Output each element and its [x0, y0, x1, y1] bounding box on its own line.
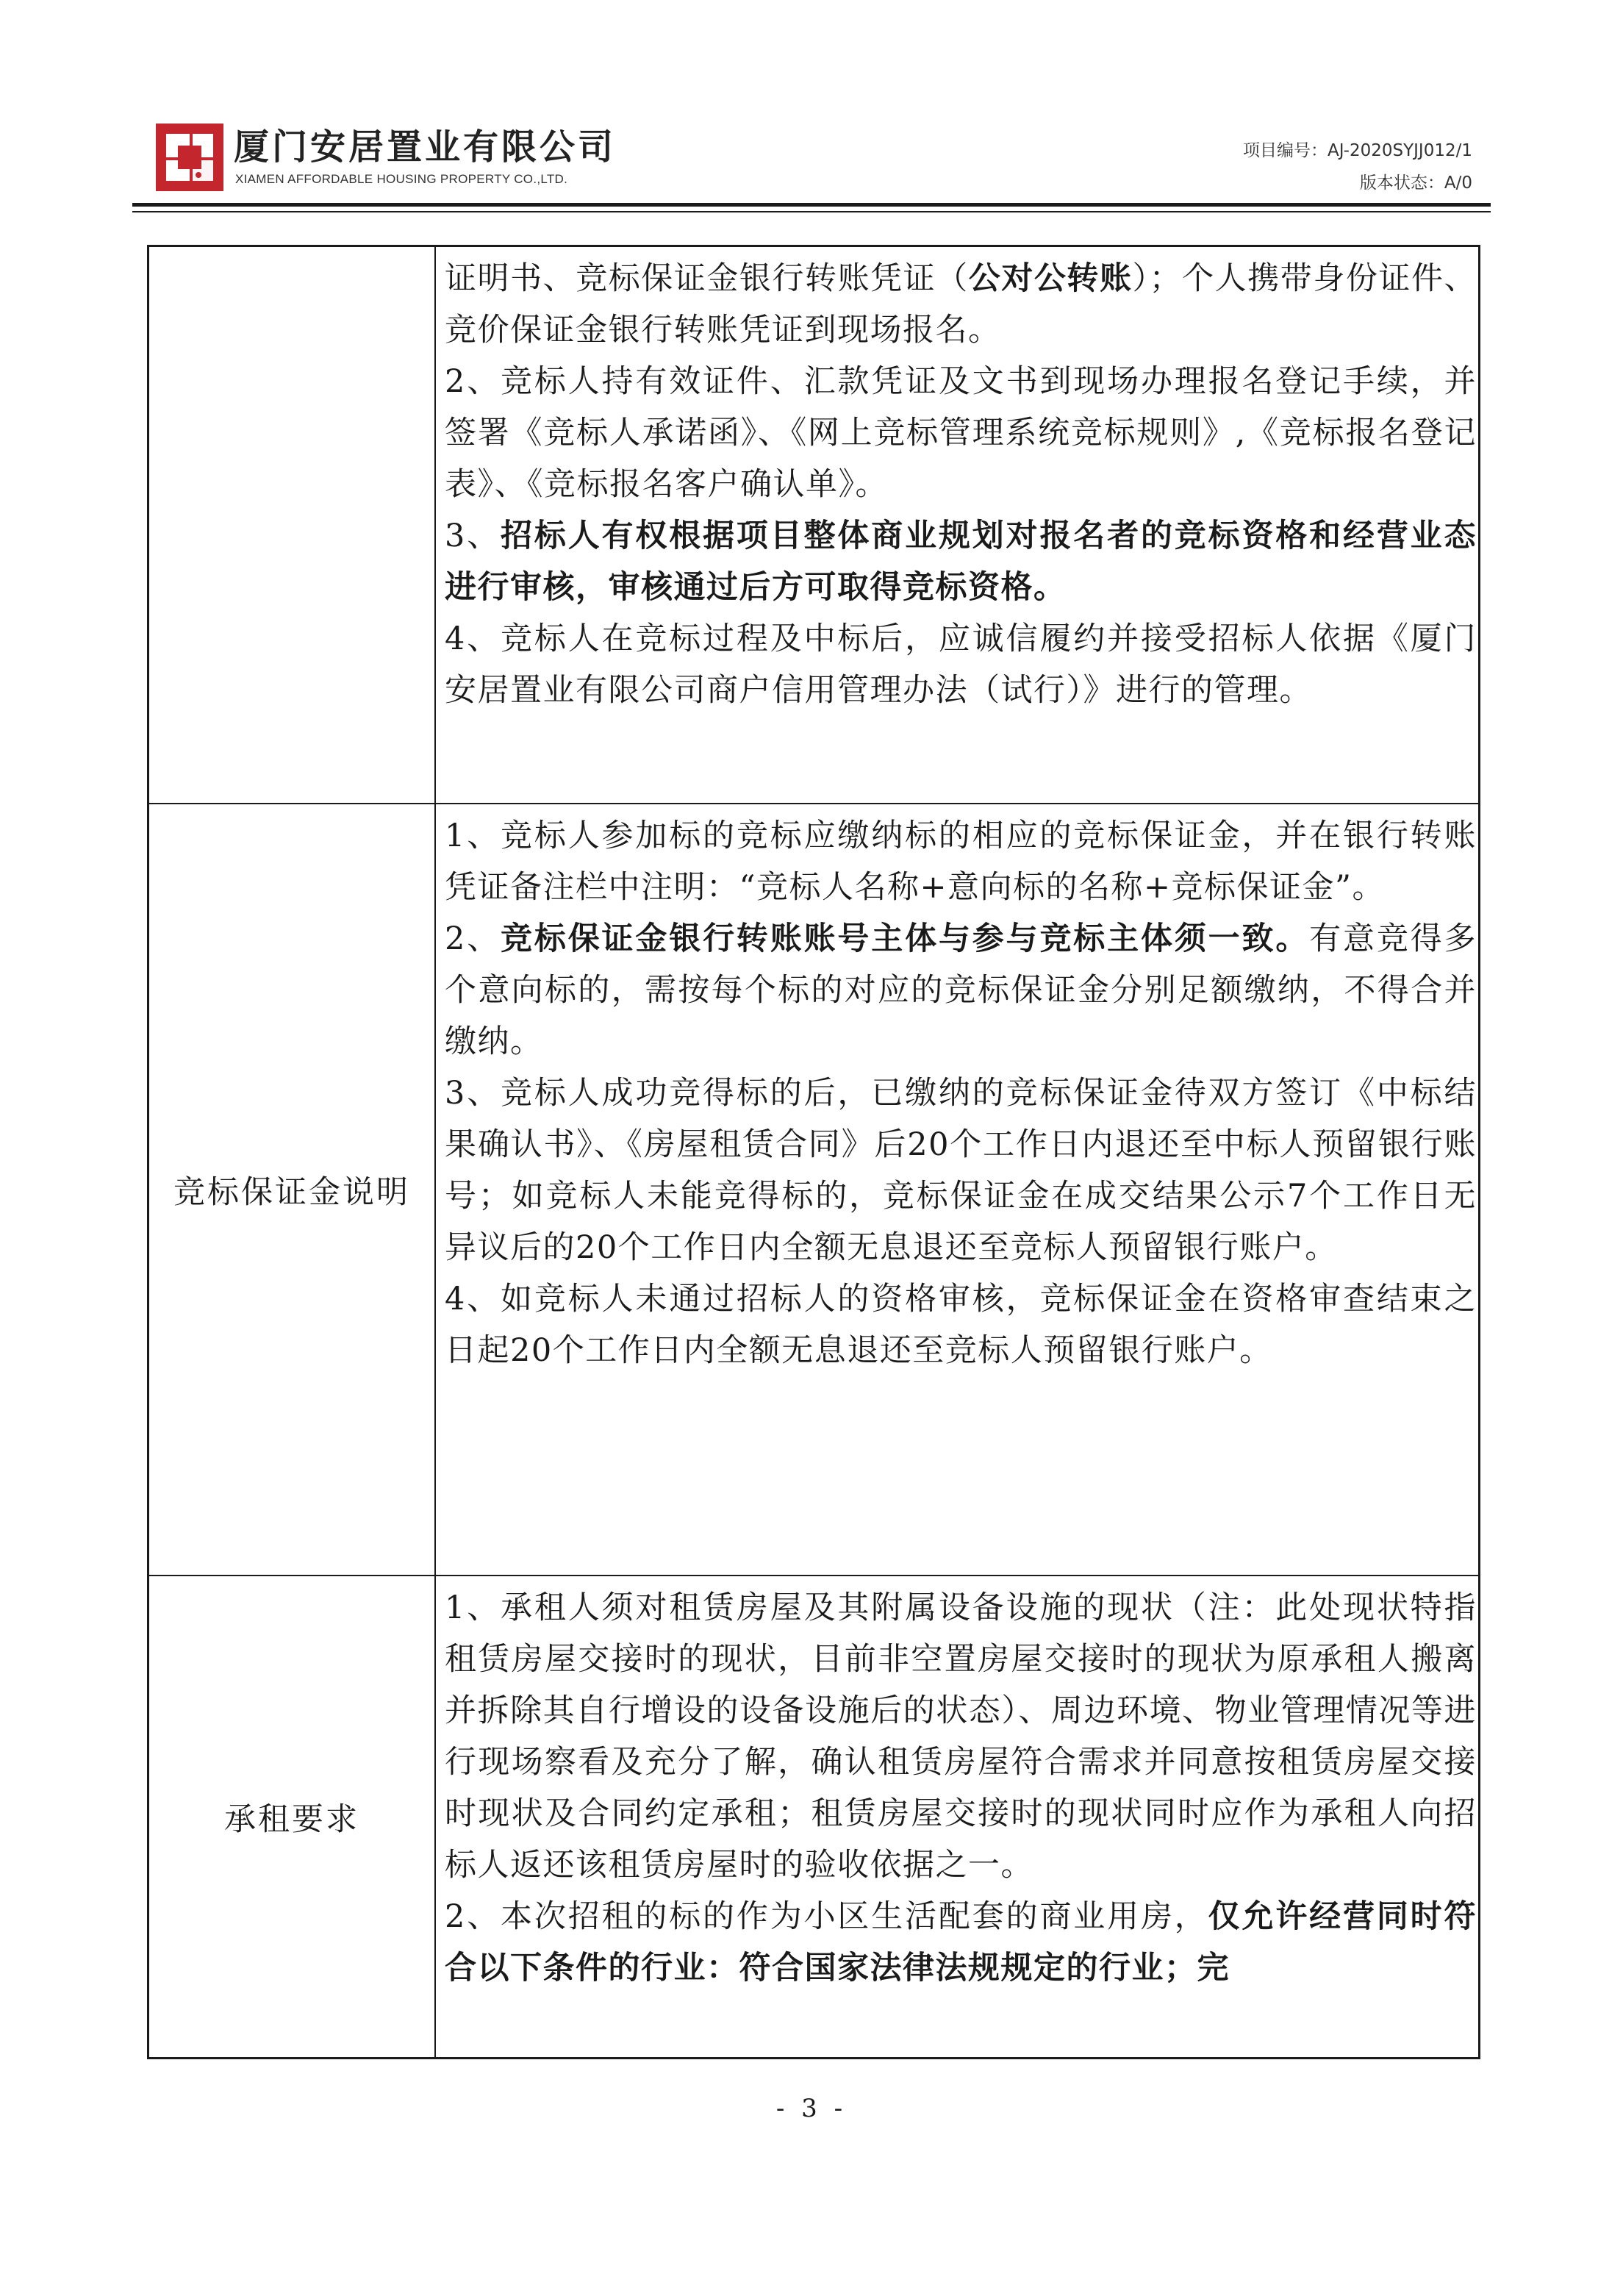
row-label-lease-requirements: 承租要求 [149, 1576, 436, 2057]
row-content-registration [445, 247, 1477, 803]
requirements-table [147, 245, 1480, 2059]
paragraph: 1、承租人须对租赁房屋及其附属设备设施的现状（注：此处现状特指租赁房屋交接时的现状，目前非空置房屋交接时的现状为原承租人搬离并拆除其自行增设的设备设施后的状态）、周边环境、物业管理情况等进行现场察看及充分了解，确认租赁房屋符合需求并同意按租赁房屋交接时现状及合同约定承租；租赁房屋交接时的现状同时应作为承租人向招标人返还该租赁房屋时的验收依据之一。 [445, 1589, 1477, 1884]
company-name-en: XIAMEN AFFORDABLE HOUSING PROPERTY CO.,LTD. [235, 172, 568, 186]
table-row-registration [149, 247, 1478, 804]
company-name-cn: 厦门安居置业有限公司 [234, 126, 617, 168]
table-row-deposit [149, 804, 1478, 1576]
row-content-lease-requirements [445, 1576, 1477, 2057]
paragraph: 2、本次招租的标的作为小区生活配套的商业用房，仅允许经营同时符合以下条件的行业：符合国家法律法规规定的行业；完 [445, 1898, 1477, 1986]
row-content-deposit [445, 804, 1477, 1575]
header-rule-thick [132, 203, 1491, 207]
row-label-deposit: 竞标保证金说明 [149, 804, 436, 1575]
header-rule-thin [132, 211, 1491, 212]
paragraph: 证明书、竞标保证金银行转账凭证（公对公转账）；个人携带身份证件、竞价保证金银行转账凭证到现场报名。 [445, 260, 1477, 348]
table-row-lease-requirements [149, 1576, 1478, 2057]
paragraph: 2、竞标人持有效证件、汇款凭证及文书到现场办理报名登记手续，并签署《竞标人承诺函》、《网上竞标管理系统竞标规则》,《竞标报名登记表》、《竞标报名客户确认单》。 [445, 363, 1477, 503]
paragraph: 2、竞标保证金银行转账账号主体与参与竞标主体须一致。有意竞得多个意向标的，需按每个标的对应的竞标保证金分别足额缴纳，不得合并缴纳。 [445, 920, 1477, 1060]
paragraph: 1、竞标人参加标的竞标应缴纳标的相应的竞标保证金，并在银行转账凭证备注栏中注明：“竞标人名称+意向标的名称+竞标保证金”。 [445, 818, 1477, 906]
paragraph: 3、竞标人成功竞得标的后，已缴纳的竞标保证金待双方签订《中标结果确认书》、《房屋租赁合同》后20个工作日内退还至中标人预留银行账号；如竞标人未能竞得标的，竞标保证金在成交结果公示7个工作日无异议后的20个工作日内全额无息退还至竞标人预留银行账户。 [445, 1075, 1477, 1266]
paragraph: 3、招标人有权根据项目整体商业规划对报名者的竞标资格和经营业态进行审核，审核通过后方可取得竞标资格。 [445, 518, 1477, 606]
row-label-registration [149, 247, 436, 803]
project-number: 项目编号：AJ-2020SYJJ012/1 [1242, 141, 1472, 160]
paragraph: 4、如竞标人未通过招标人的资格审核，竞标保证金在资格审查结束之日起20个工作日内全额无息退还至竞标人预留银行账户。 [445, 1281, 1477, 1369]
paragraph: 4、竞标人在竞标过程及中标后，应诚信履约并接受招标人依据《厦门安居置业有限公司商户信用管理办法（试行）》进行的管理。 [445, 621, 1477, 709]
page-number: - 3 - [775, 2094, 848, 2123]
company-logo-icon [156, 124, 223, 191]
version-status: 版本状态：A/0 [1359, 174, 1472, 193]
